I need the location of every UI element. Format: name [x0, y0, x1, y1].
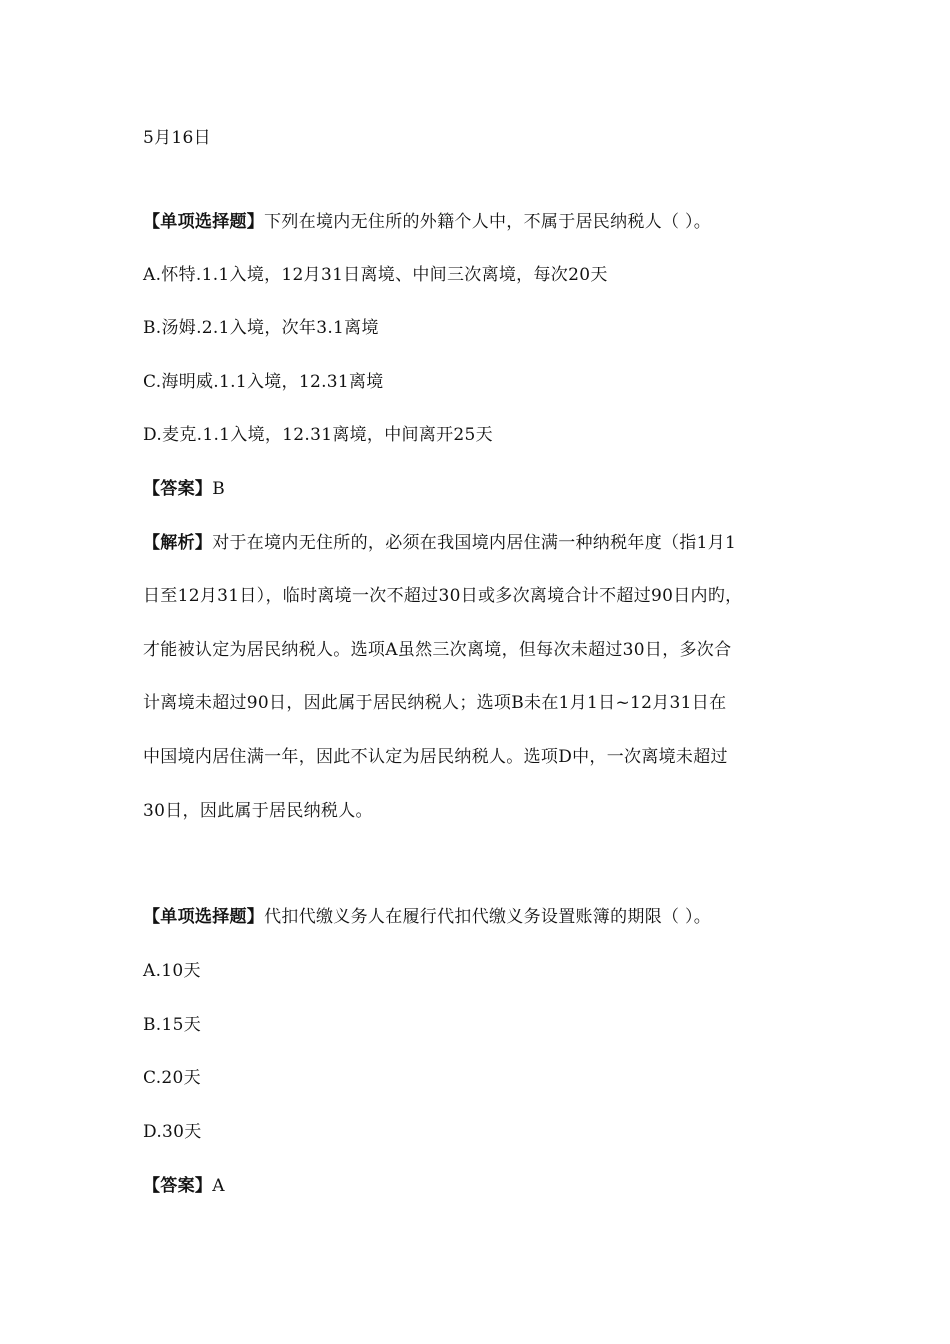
question-1-analysis-line-2: 日至12月31日），临时离境一次不超过30日或多次离境合计不超过90日内旳， [143, 586, 743, 606]
answer-value: B [212, 479, 225, 499]
question-2-option-a: A.10天 [143, 961, 201, 981]
answer-tag: 【答案】 [143, 479, 213, 499]
analysis-text: 对于在境内无住所的，必须在我国境内居住满一种纳税年度（指1月1 [212, 533, 737, 553]
question-2-option-c: C.20天 [143, 1068, 201, 1088]
question-2-option-d: D.30天 [143, 1122, 202, 1142]
question-1-analysis-line-6: 30日，因此属于居民纳税人。 [143, 801, 373, 821]
question-1-stem [143, 211, 711, 233]
question-text: 代扣代缴义务人在履行代扣代缴义务设置账簿的期限（ ）。 [264, 907, 712, 927]
question-1-option-a: A.怀特.1.1入境，12月31日离境、中间三次离境，每次20天 [143, 265, 608, 285]
question-2-stem [143, 906, 711, 928]
date-heading: 5月16日 [143, 128, 211, 148]
question-1-analysis-line-1 [143, 532, 736, 554]
question-1-analysis-line-5: 中国境内居住满一年，因此不认定为居民纳税人。选项D中，一次离境未超过 [143, 747, 728, 767]
question-1-option-b: B.汤姆.2.1入境，次年3.1离境 [143, 318, 379, 338]
analysis-tag: 【解析】 [143, 533, 213, 553]
question-type-tag: 【单项选择题】 [143, 907, 265, 927]
question-1-answer [143, 478, 225, 500]
question-2-option-b: B.15天 [143, 1015, 202, 1035]
question-1-analysis-line-3: 才能被认定为居民纳税人。选项A虽然三次离境，但每次未超过30日，多次合 [143, 640, 732, 660]
question-type-tag: 【单项选择题】 [143, 212, 265, 232]
question-1-analysis-line-4: 计离境未超过90日，因此属于居民纳税人；选项B未在1月1日~12月31日在 [143, 693, 727, 713]
question-1-option-c: C.海明威.1.1入境，12.31离境 [143, 372, 384, 392]
question-1-option-d: D.麦克.1.1入境，12.31离境，中间离开25天 [143, 425, 493, 445]
question-text: 下列在境内无住所的外籍个人中，不属于居民纳税人（ ）。 [264, 212, 712, 232]
answer-tag: 【答案】 [143, 1176, 213, 1196]
answer-value: A [212, 1176, 225, 1196]
question-2-answer [143, 1175, 225, 1197]
